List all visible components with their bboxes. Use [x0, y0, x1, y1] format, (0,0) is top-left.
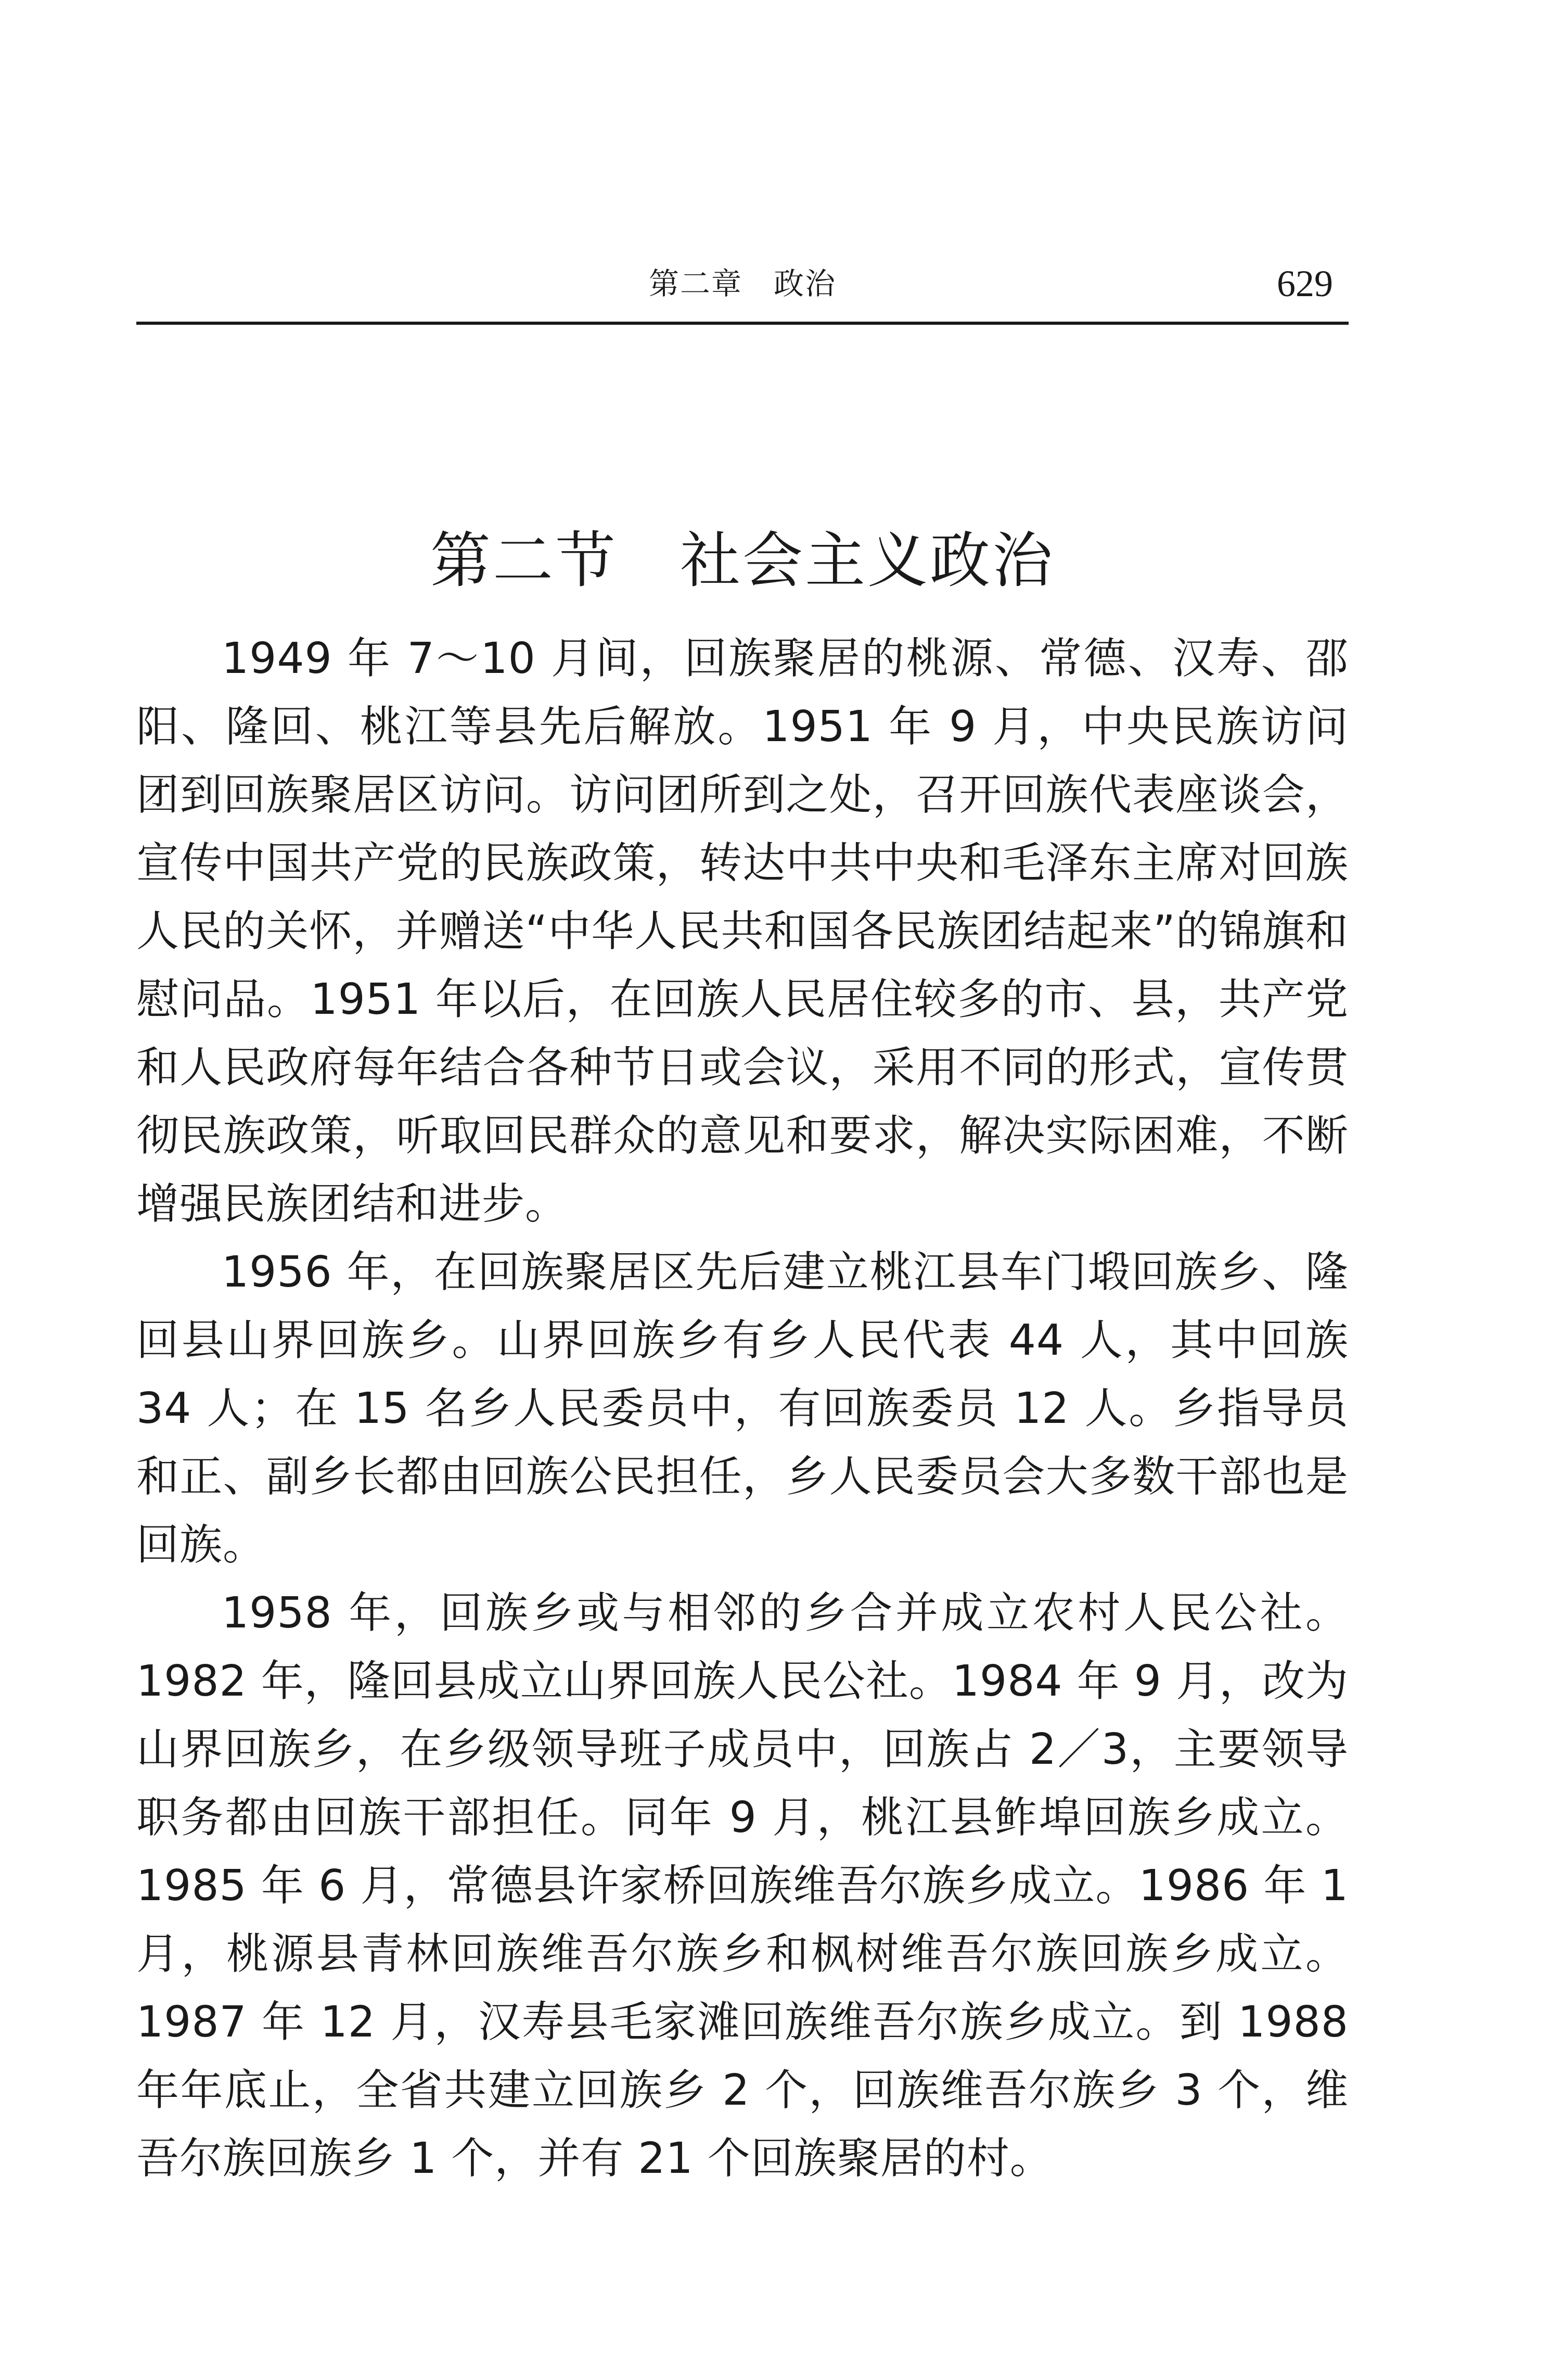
paragraph-3: 1958 年，回族乡或与相邻的乡合并成立农村人民公社。1982 年，隆回县成立山界回族人民公社。1984 年 9 月，改为山界回族乡，在乡级领导班子成员中，回族占 2／3，主要领导职务都由回族干部担任。同年 9 月，桃江县鲊埠回族乡成立。1985 年 6 月，常德县许家桥回族维吾尔族乡成立。1986 年 1 月，桃源县青林回族维吾尔族乡和枫树维吾尔族回族乡成立。1987 年 12 月，汉寿县毛家滩回族维吾尔族乡成立。到 1988 年年底止，全省共建立回族乡 2 个，回族维吾尔族乡 3 个，维吾尔族回族乡 1 个，并有 21 个回族聚居的村。	[136, 1588, 1349, 2183]
section-title: 第二节 社会主义政治	[430, 525, 1055, 596]
running-header	[136, 263, 1349, 304]
paragraph-1: 1949 年 7～10 月间，回族聚居的桃源、常德、汉寿、邵阳、隆回、桃江等县先后解放。1951 年 9 月，中央民族访问团到回族聚居区访问。访问团所到之处，召开回族代表座谈会，宣传中国共产党的民族政策，转达中共中央和毛泽东主席对回族人民的关怀，并赠送“中华人民共和国各民族团结起来”的锦旗和慰问品。1951 年以后，在回族人民居住较多的市、县，共产党和人民政府每年结合各种节日或会议，采用不同的形式，宣传贯彻民族政策，听取回民群众的意见和要求，解决实际困难，不断增强民族团结和进步。	[136, 634, 1349, 1229]
header-chapter-title: 第二章 政治	[648, 266, 836, 301]
body-text	[136, 625, 1349, 2193]
paragraph-2: 1956 年，在回族聚居区先后建立桃江县车门塅回族乡、隆回县山界回族乡。山界回族乡有乡人民代表 44 人，其中回族 34 人；在 15 名乡人民委员中，有回族委员 12 人。乡指导员和正、副乡长都由回族公民担任，乡人民委员会大多数干部也是回族。	[136, 1248, 1349, 1570]
header-rule	[136, 322, 1349, 325]
page-number: 629	[1277, 263, 1333, 304]
